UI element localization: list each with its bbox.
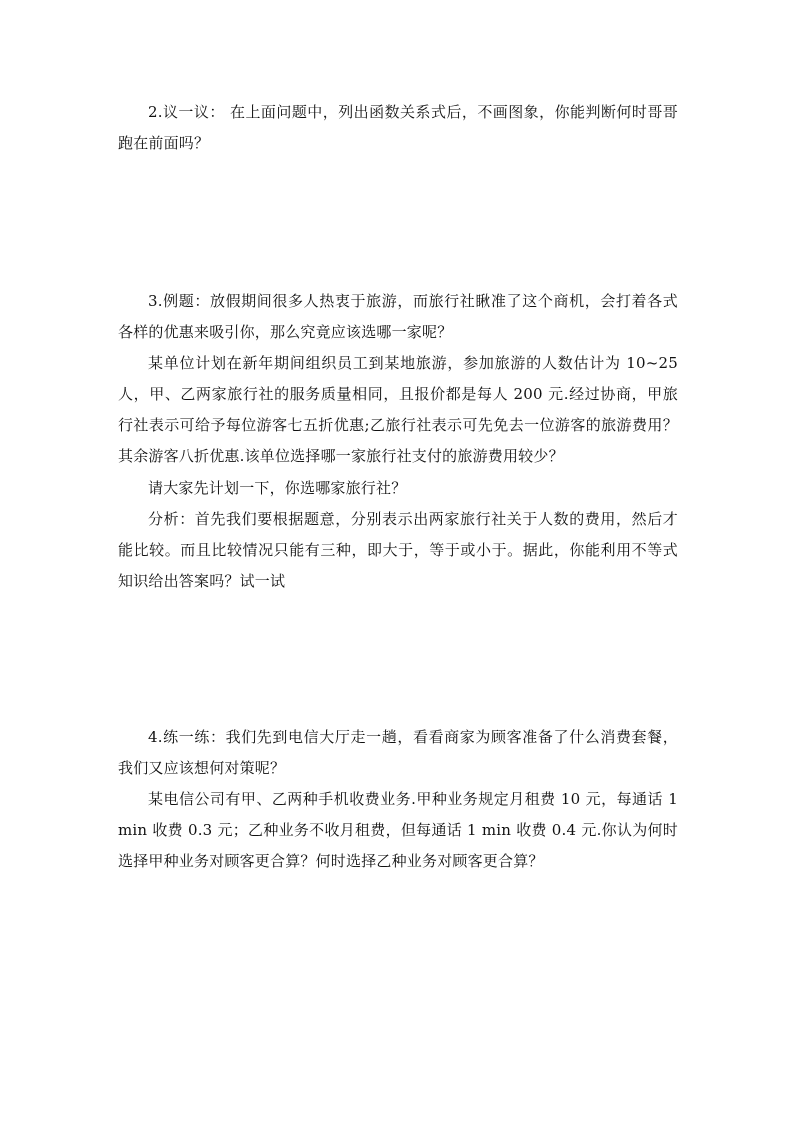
paragraph-analysis: 分析：首先我们要根据题意，分别表示出两家旅行社关于人数的费用，然后才能比较。而且比较情况只能有三种，即大于，等于或小于。据此，你能利用不等式知识给出答案吗？试一试 [118,510,678,590]
paragraph-practice-problem: 某电信公司有甲、乙两种手机收费业务.甲种业务规定月租费 10 元，每通话 1 min 收费 0.3 元；乙种业务不收月租费，但每通话 1 min 收费 0.4 元.你认为何时选择甲种业务对顾客更合算？何时选择乙种业务对顾客更合算？ [118,790,678,870]
paragraph-example-intro: 3.例题：放假期间很多人热衷于旅游，而旅行社瞅准了这个商机，会打着各式各样的优惠来吸引你，那么究竟应该选哪一家呢？ [118,292,678,341]
paragraph-practice-intro: 4.练一练：我们先到电信大厅走一趟，看看商家为顾客准备了什么消费套餐，我们又应该想何对策呢？ [118,728,678,777]
paragraph-example-problem: 某单位计划在新年期间组织员工到某地旅游，参加旅游的人数估计为 10~25 人，甲、乙两家旅行社的服务质量相同，且报价都是每人 200 元.经过协商，甲旅行社表示可给予每位游客七五折优惠;乙旅行社表示可先免去一位游客的旅游费用？其余游客八折优惠.该单位选择哪一家旅行社支付的旅游费用较少？ [118,354,678,465]
paragraph-discussion: 2.议一议： 在上面问题中，列出函数关系式后，不画图象，你能判断何时哥哥跑在前面吗？ [118,103,678,152]
paragraph-plan-prompt: 请大家先计划一下，你选哪家旅行社？ [148,479,407,497]
